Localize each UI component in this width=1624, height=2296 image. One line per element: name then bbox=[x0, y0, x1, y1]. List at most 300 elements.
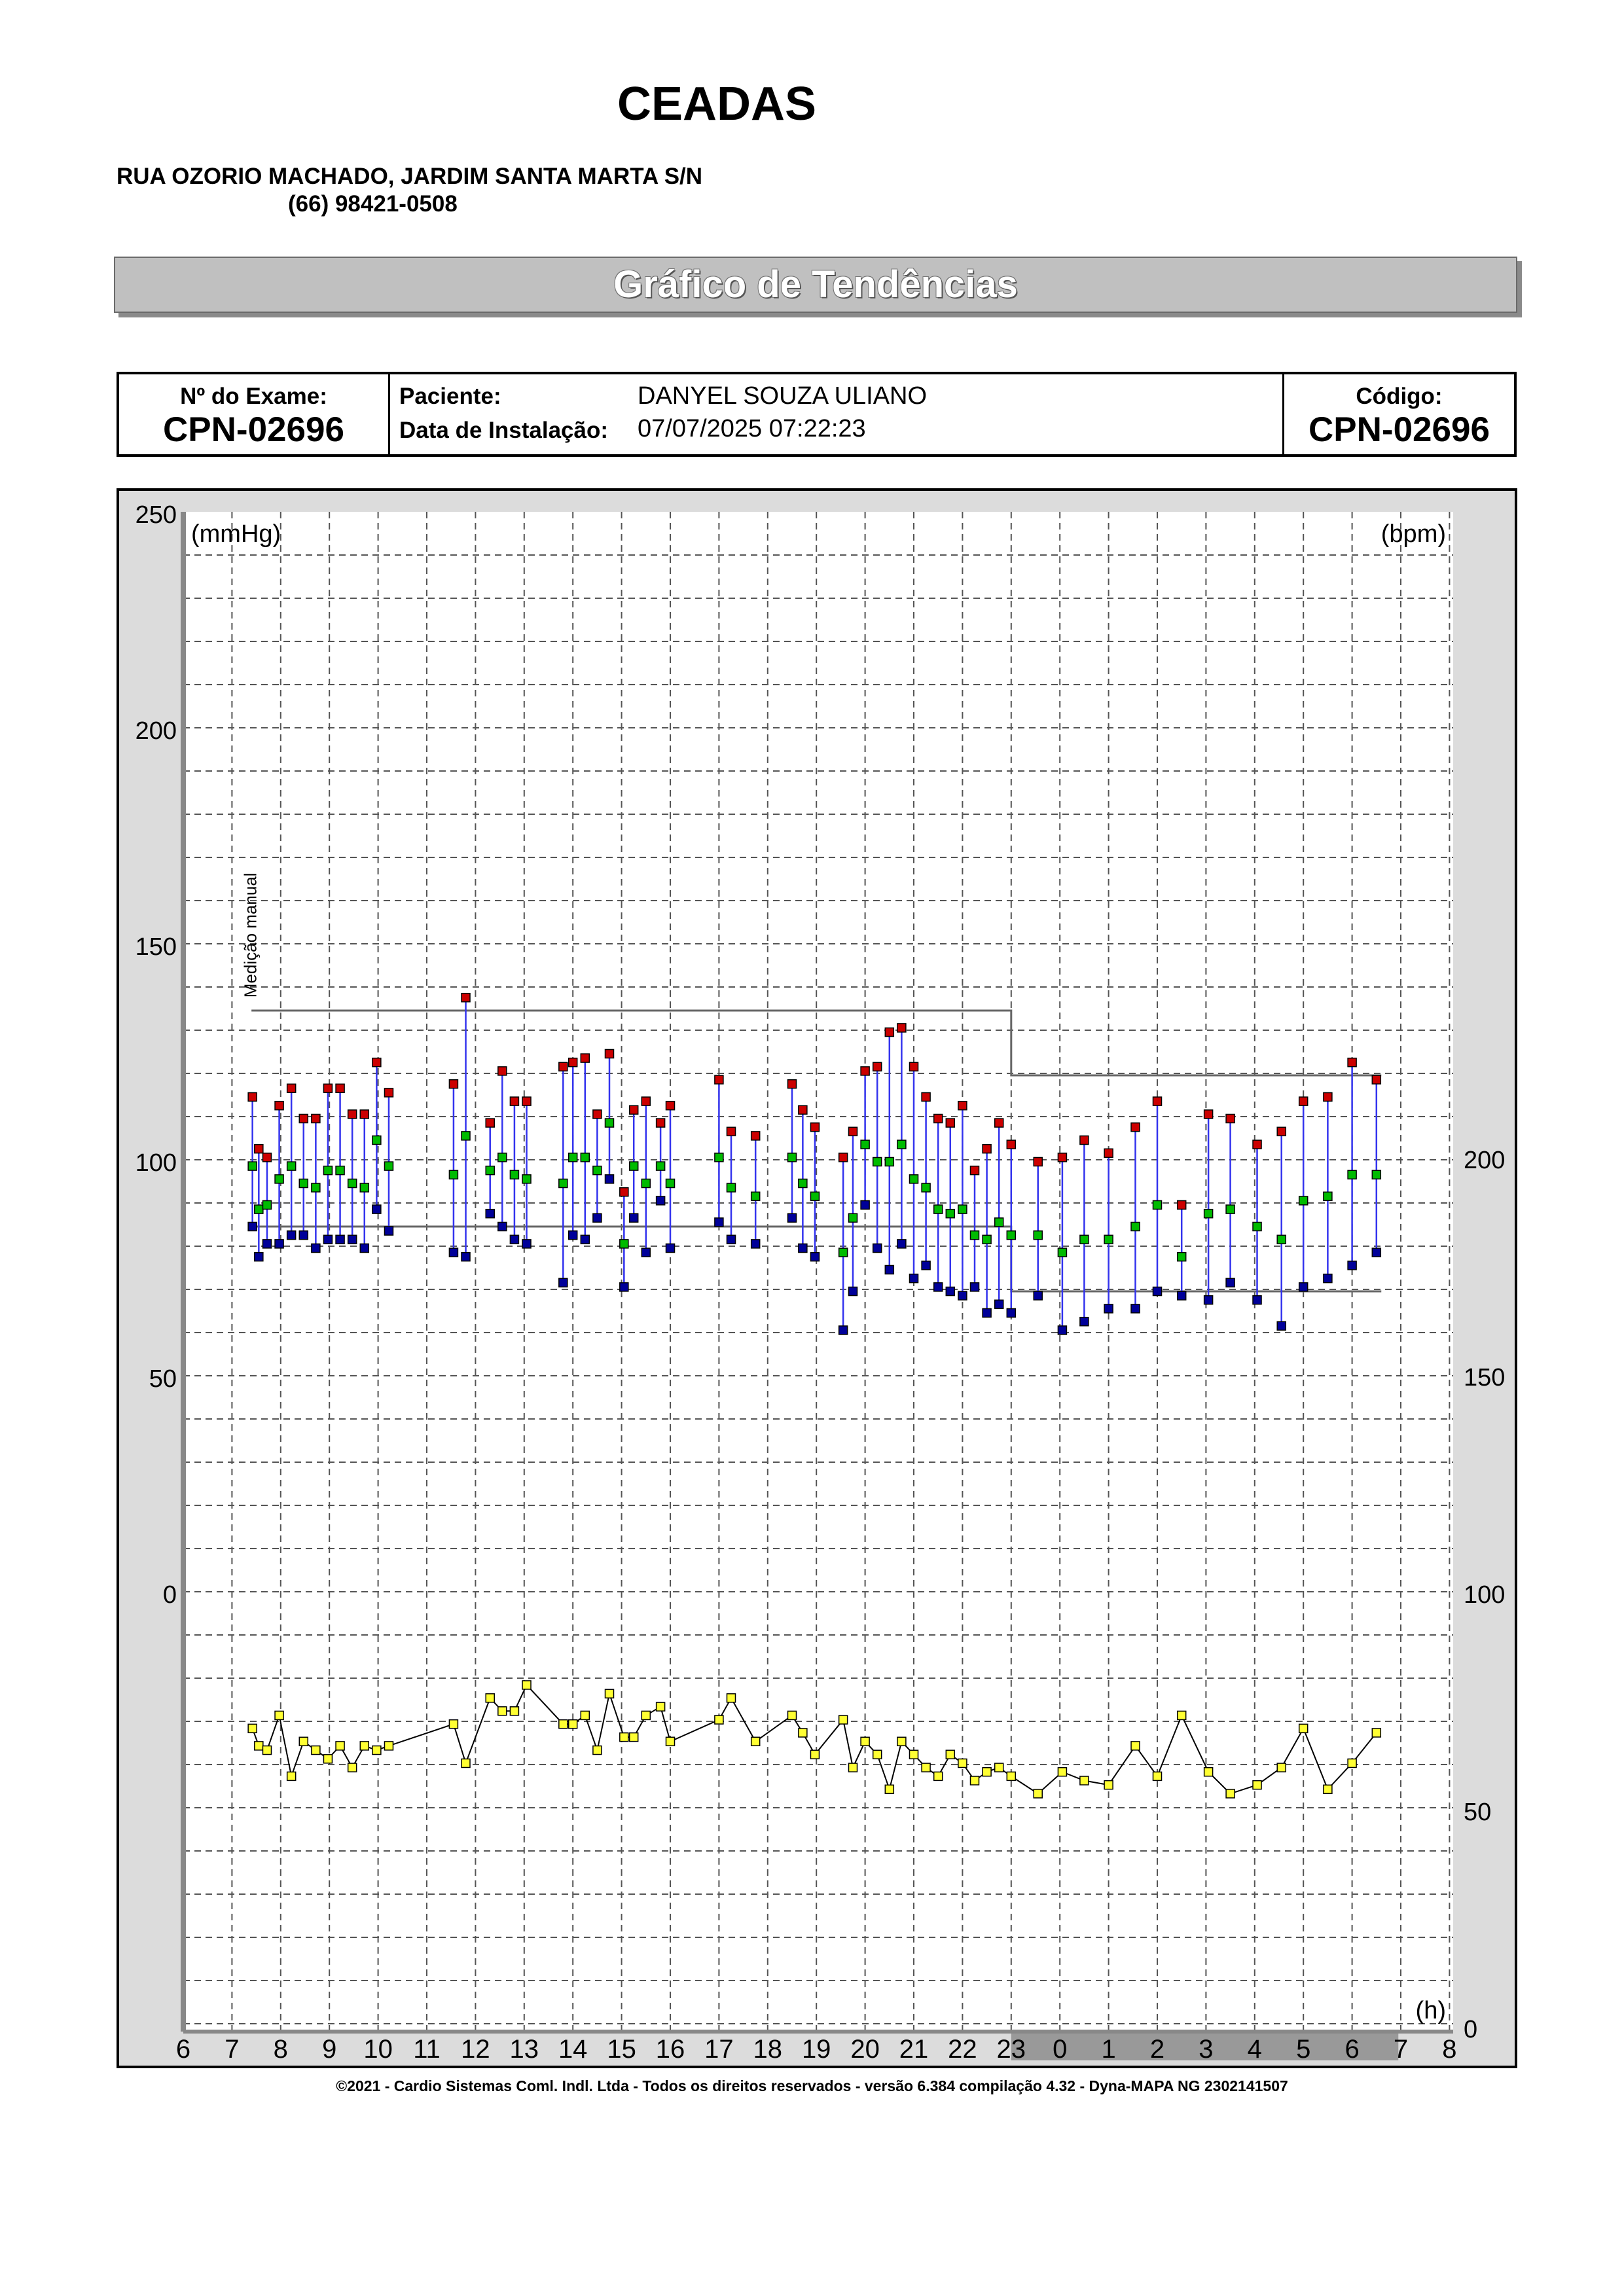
systolic-point bbox=[630, 1105, 638, 1114]
diastolic-point bbox=[1058, 1326, 1066, 1335]
diastolic-point bbox=[641, 1248, 650, 1257]
systolic-point bbox=[727, 1127, 736, 1136]
heart-rate-point bbox=[559, 1720, 568, 1729]
mean-point bbox=[569, 1153, 577, 1162]
systolic-point bbox=[372, 1058, 381, 1067]
systolic-point bbox=[1104, 1149, 1113, 1157]
diastolic-point bbox=[620, 1283, 628, 1291]
x-tick-label: 23 bbox=[996, 2035, 1026, 2064]
x-tick-label: 7 bbox=[1393, 2035, 1409, 2064]
mean-point bbox=[995, 1218, 1003, 1227]
x-tick-label: 0 bbox=[1053, 2035, 1068, 2064]
heart-rate-point bbox=[1007, 1772, 1015, 1780]
systolic-point bbox=[983, 1145, 991, 1153]
diastolic-point bbox=[569, 1231, 577, 1240]
exam-number-cell bbox=[119, 374, 390, 454]
systolic-point bbox=[1034, 1158, 1042, 1166]
heart-rate-point bbox=[1226, 1789, 1235, 1798]
diastolic-point bbox=[348, 1235, 357, 1244]
diastolic-point bbox=[275, 1240, 283, 1248]
heart-rate-point bbox=[971, 1776, 979, 1785]
heart-rate-point bbox=[751, 1737, 760, 1746]
install-date-label: Data de Instalação: bbox=[399, 418, 608, 443]
systolic-point bbox=[897, 1024, 906, 1032]
systolic-point bbox=[995, 1119, 1003, 1127]
mean-point bbox=[799, 1179, 807, 1188]
diastolic-point bbox=[666, 1244, 675, 1253]
systolic-point bbox=[946, 1119, 954, 1127]
x-tick-label: 8 bbox=[273, 2035, 288, 2064]
systolic-point bbox=[336, 1084, 344, 1092]
systolic-point bbox=[275, 1102, 283, 1110]
mean-point bbox=[971, 1231, 979, 1240]
systolic-point bbox=[1080, 1136, 1089, 1145]
report-title-banner bbox=[114, 257, 1517, 313]
mean-point bbox=[1034, 1231, 1042, 1240]
heart-rate-point bbox=[593, 1746, 602, 1755]
systolic-point bbox=[910, 1062, 918, 1071]
heart-rate-point bbox=[983, 1768, 991, 1776]
mean-point bbox=[1348, 1170, 1356, 1179]
mean-point bbox=[788, 1153, 797, 1162]
mean-point bbox=[372, 1136, 381, 1145]
mean-point bbox=[666, 1179, 675, 1188]
systolic-point bbox=[1226, 1115, 1235, 1123]
diastolic-point bbox=[1178, 1291, 1186, 1300]
mean-point bbox=[1253, 1223, 1261, 1231]
code-cell bbox=[1284, 374, 1514, 454]
x-tick-label: 5 bbox=[1296, 2035, 1311, 2064]
systolic-point bbox=[1007, 1140, 1015, 1149]
x-tick-label: 15 bbox=[607, 2035, 636, 2064]
diastolic-point bbox=[1080, 1318, 1089, 1326]
mean-point bbox=[910, 1175, 918, 1183]
mean-point bbox=[299, 1179, 308, 1188]
systolic-point bbox=[360, 1110, 369, 1119]
diastolic-point bbox=[958, 1291, 967, 1300]
diastolic-point bbox=[922, 1261, 930, 1270]
systolic-point bbox=[255, 1145, 263, 1153]
mean-point bbox=[1324, 1192, 1332, 1200]
systolic-point bbox=[620, 1188, 628, 1196]
systolic-point bbox=[849, 1127, 857, 1136]
heart-rate-point bbox=[1034, 1789, 1042, 1798]
systolic-point bbox=[861, 1067, 869, 1075]
x-tick-label: 14 bbox=[558, 2035, 588, 2064]
install-date: 07/07/2025 07:22:23 bbox=[638, 415, 866, 442]
left-axis-unit: (mmHg) bbox=[191, 520, 281, 548]
diastolic-point bbox=[810, 1253, 819, 1261]
mean-point bbox=[620, 1240, 628, 1248]
mean-point bbox=[1178, 1253, 1186, 1261]
systolic-point bbox=[958, 1102, 967, 1110]
mean-point bbox=[262, 1201, 271, 1210]
code-label: Código: bbox=[1356, 384, 1443, 409]
diastolic-point bbox=[1204, 1296, 1213, 1304]
diastolic-point bbox=[885, 1266, 893, 1274]
heart-rate-point bbox=[666, 1737, 675, 1746]
x-tick-label: 1 bbox=[1101, 2035, 1116, 2064]
heart-rate-point bbox=[605, 1689, 614, 1698]
mean-point bbox=[384, 1162, 393, 1170]
diastolic-point bbox=[1034, 1291, 1042, 1300]
diastolic-point bbox=[360, 1244, 369, 1253]
heart-rate-point bbox=[810, 1750, 819, 1759]
heart-rate-point bbox=[873, 1750, 882, 1759]
x-tick-label: 16 bbox=[655, 2035, 685, 2064]
systolic-point bbox=[299, 1115, 308, 1123]
diastolic-point bbox=[510, 1235, 518, 1244]
left-tick-label: 100 bbox=[135, 1149, 177, 1177]
mean-point bbox=[498, 1153, 507, 1162]
right-tick-label: 50 bbox=[1464, 1799, 1492, 1826]
x-tick-label: 3 bbox=[1199, 2035, 1214, 2064]
heart-rate-point bbox=[569, 1720, 577, 1729]
code-value: CPN-02696 bbox=[1308, 410, 1490, 449]
heart-rate-point bbox=[946, 1750, 954, 1759]
heart-rate-point bbox=[299, 1737, 308, 1746]
diastolic-point bbox=[1277, 1321, 1286, 1330]
diastolic-point bbox=[262, 1240, 271, 1248]
report-title: Gráfico de Tendências bbox=[613, 263, 1018, 306]
systolic-point bbox=[593, 1110, 602, 1119]
diastolic-point bbox=[751, 1240, 760, 1248]
heart-rate-point bbox=[727, 1694, 736, 1702]
mean-point bbox=[885, 1158, 893, 1166]
systolic-point bbox=[1178, 1201, 1186, 1210]
systolic-point bbox=[885, 1028, 893, 1037]
diastolic-point bbox=[384, 1227, 393, 1235]
mean-point bbox=[605, 1119, 614, 1127]
trend-chart-svg bbox=[119, 491, 1515, 2066]
systolic-point bbox=[873, 1062, 882, 1071]
diastolic-point bbox=[1226, 1278, 1235, 1287]
heart-rate-point bbox=[1253, 1781, 1261, 1789]
heart-rate-point bbox=[1348, 1759, 1356, 1767]
systolic-point bbox=[1204, 1110, 1213, 1119]
systolic-point bbox=[657, 1119, 665, 1127]
heart-rate-point bbox=[839, 1715, 848, 1724]
diastolic-point bbox=[593, 1213, 602, 1222]
diastolic-point bbox=[946, 1287, 954, 1296]
diastolic-point bbox=[934, 1283, 943, 1291]
systolic-point bbox=[510, 1097, 518, 1105]
mean-point bbox=[461, 1132, 470, 1140]
systolic-point bbox=[934, 1115, 943, 1123]
heart-rate-point bbox=[522, 1681, 531, 1689]
diastolic-point bbox=[1253, 1296, 1261, 1304]
mean-point bbox=[934, 1205, 943, 1213]
systolic-point bbox=[1277, 1127, 1286, 1136]
systolic-point bbox=[384, 1088, 393, 1097]
heart-rate-point bbox=[336, 1742, 344, 1750]
left-tick-label: 250 bbox=[135, 501, 177, 529]
diastolic-point bbox=[605, 1175, 614, 1183]
heart-rate-point bbox=[934, 1772, 943, 1780]
x-tick-label: 10 bbox=[363, 2035, 393, 2064]
systolic-point bbox=[1253, 1140, 1261, 1149]
right-tick-label: 200 bbox=[1464, 1147, 1506, 1174]
clinic-phone: (66) 98421-0508 bbox=[288, 191, 458, 217]
x-tick-label: 6 bbox=[1344, 2035, 1360, 2064]
systolic-point bbox=[839, 1153, 848, 1162]
mean-point bbox=[751, 1192, 760, 1200]
heart-rate-point bbox=[1080, 1776, 1089, 1785]
systolic-point bbox=[788, 1080, 797, 1088]
mean-point bbox=[593, 1166, 602, 1175]
systolic-point bbox=[262, 1153, 271, 1162]
heart-rate-point bbox=[1372, 1729, 1380, 1737]
heart-rate-point bbox=[1204, 1768, 1213, 1776]
mean-point bbox=[727, 1183, 736, 1192]
diastolic-point bbox=[255, 1253, 263, 1261]
heart-rate-point bbox=[1058, 1768, 1066, 1776]
mean-point bbox=[510, 1170, 518, 1179]
right-tick-label: 100 bbox=[1464, 1581, 1506, 1609]
systolic-point bbox=[1131, 1123, 1140, 1132]
mean-point bbox=[958, 1205, 967, 1213]
heart-rate-point bbox=[1153, 1772, 1162, 1780]
heart-rate-point bbox=[861, 1737, 869, 1746]
diastolic-point bbox=[498, 1223, 507, 1231]
mean-point bbox=[449, 1170, 458, 1179]
footer-copyright: ©2021 - Cardio Sistemas Coml. Indl. Ltda - Todos os direitos reservados - versão 6.384 compilação 4.32 - Dyna-MAPA NG 2302141507 bbox=[336, 2077, 1288, 2094]
mean-point bbox=[922, 1183, 930, 1192]
patient-label: Paciente: bbox=[399, 384, 501, 409]
x-tick-label: 7 bbox=[225, 2035, 240, 2064]
x-tick-label: 4 bbox=[1247, 2035, 1262, 2064]
systolic-point bbox=[569, 1058, 577, 1067]
mean-point bbox=[255, 1205, 263, 1213]
heart-rate-point bbox=[461, 1759, 470, 1767]
systolic-point bbox=[1153, 1097, 1162, 1105]
diastolic-point bbox=[799, 1244, 807, 1253]
mean-point bbox=[946, 1210, 954, 1218]
mean-point bbox=[1080, 1235, 1089, 1244]
heart-rate-point bbox=[287, 1772, 296, 1780]
mean-point bbox=[323, 1166, 332, 1175]
heart-rate-point bbox=[1299, 1724, 1308, 1732]
heart-rate-point bbox=[788, 1711, 797, 1719]
diastolic-point bbox=[1348, 1261, 1356, 1270]
diastolic-point bbox=[849, 1287, 857, 1296]
diastolic-point bbox=[1324, 1274, 1332, 1283]
heart-rate-point bbox=[360, 1742, 369, 1750]
heart-rate-point bbox=[449, 1720, 458, 1729]
diastolic-point bbox=[449, 1248, 458, 1257]
diastolic-point bbox=[1131, 1304, 1140, 1313]
heart-rate-point bbox=[897, 1737, 906, 1746]
mean-point bbox=[983, 1235, 991, 1244]
diastolic-point bbox=[861, 1201, 869, 1210]
systolic-point bbox=[486, 1119, 494, 1127]
systolic-point bbox=[1348, 1058, 1356, 1067]
diastolic-point bbox=[461, 1253, 470, 1261]
diastolic-point bbox=[248, 1223, 257, 1231]
mean-point bbox=[248, 1162, 257, 1170]
mean-point bbox=[348, 1179, 357, 1188]
diastolic-point bbox=[715, 1218, 723, 1227]
x-tick-label: 18 bbox=[753, 2035, 783, 2064]
diastolic-point bbox=[287, 1231, 296, 1240]
diastolic-point bbox=[1007, 1309, 1015, 1318]
heart-rate-point bbox=[1178, 1711, 1186, 1719]
systolic-point bbox=[1299, 1097, 1308, 1105]
diastolic-point bbox=[727, 1235, 736, 1244]
x-tick-label: 21 bbox=[899, 2035, 929, 2064]
exam-info-box bbox=[117, 372, 1517, 457]
heart-rate-point bbox=[630, 1733, 638, 1742]
mean-point bbox=[522, 1175, 531, 1183]
heart-rate-point bbox=[255, 1742, 263, 1750]
mean-point bbox=[1007, 1231, 1015, 1240]
mean-point bbox=[861, 1140, 869, 1149]
x-tick-label: 2 bbox=[1149, 2035, 1165, 2064]
heart-rate-point bbox=[885, 1785, 893, 1793]
mean-point bbox=[581, 1153, 589, 1162]
heart-rate-point bbox=[581, 1711, 589, 1719]
heart-rate-point bbox=[372, 1746, 381, 1755]
systolic-point bbox=[1058, 1153, 1066, 1162]
diastolic-point bbox=[559, 1278, 568, 1287]
diastolic-point bbox=[522, 1240, 531, 1248]
x-axis-unit: (h) bbox=[1415, 1997, 1446, 2024]
heart-rate-point bbox=[995, 1763, 1003, 1772]
left-tick-label: 200 bbox=[135, 717, 177, 745]
heart-rate-point bbox=[323, 1755, 332, 1763]
heart-rate-point bbox=[384, 1742, 393, 1750]
x-tick-label: 12 bbox=[461, 2035, 490, 2064]
diastolic-point bbox=[995, 1300, 1003, 1308]
systolic-point bbox=[799, 1105, 807, 1114]
diastolic-point bbox=[581, 1235, 589, 1244]
mean-point bbox=[641, 1179, 650, 1188]
mean-point bbox=[1131, 1223, 1140, 1231]
right-tick-label: 150 bbox=[1464, 1364, 1506, 1391]
heart-rate-point bbox=[275, 1711, 283, 1719]
systolic-point bbox=[461, 994, 470, 1002]
patient-name: DANYEL SOUZA ULIANO bbox=[638, 382, 928, 410]
clinic-address: RUA OZORIO MACHADO, JARDIM SANTA MARTA S/N bbox=[117, 164, 703, 189]
mean-point bbox=[1277, 1235, 1286, 1244]
diastolic-point bbox=[788, 1213, 797, 1222]
trend-chart bbox=[117, 488, 1517, 2068]
systolic-point bbox=[971, 1166, 979, 1175]
systolic-point bbox=[641, 1097, 650, 1105]
systolic-point bbox=[348, 1110, 357, 1119]
systolic-point bbox=[559, 1062, 568, 1071]
mean-point bbox=[810, 1192, 819, 1200]
diastolic-point bbox=[630, 1213, 638, 1222]
diastolic-point bbox=[486, 1210, 494, 1218]
systolic-point bbox=[449, 1080, 458, 1088]
heart-rate-point bbox=[799, 1729, 807, 1737]
x-tick-label: 19 bbox=[801, 2035, 831, 2064]
x-tick-label: 9 bbox=[322, 2035, 337, 2064]
mean-point bbox=[715, 1153, 723, 1162]
diastolic-point bbox=[372, 1205, 381, 1213]
mean-point bbox=[1372, 1170, 1380, 1179]
plot-area bbox=[183, 512, 1453, 2032]
right-axis-unit: (bpm) bbox=[1380, 520, 1446, 548]
systolic-point bbox=[666, 1102, 675, 1110]
manual-measurement-annotation: Medição manual bbox=[240, 872, 261, 998]
systolic-point bbox=[751, 1132, 760, 1140]
diastolic-point bbox=[299, 1231, 308, 1240]
diastolic-point bbox=[1153, 1287, 1162, 1296]
diastolic-point bbox=[323, 1235, 332, 1244]
systolic-point bbox=[810, 1123, 819, 1132]
systolic-point bbox=[1372, 1075, 1380, 1084]
mean-point bbox=[839, 1248, 848, 1257]
systolic-point bbox=[312, 1115, 320, 1123]
mean-point bbox=[1153, 1201, 1162, 1210]
diastolic-point bbox=[336, 1235, 344, 1244]
mean-point bbox=[897, 1140, 906, 1149]
diastolic-point bbox=[873, 1244, 882, 1253]
mean-point bbox=[1226, 1205, 1235, 1213]
heart-rate-point bbox=[248, 1724, 257, 1732]
right-tick-label: 0 bbox=[1464, 2016, 1478, 2043]
diastolic-point bbox=[971, 1283, 979, 1291]
diastolic-point bbox=[1372, 1248, 1380, 1257]
heart-rate-point bbox=[262, 1746, 271, 1755]
heart-rate-point bbox=[510, 1707, 518, 1715]
heart-rate-point bbox=[348, 1763, 357, 1772]
diastolic-point bbox=[983, 1309, 991, 1318]
diastolic-point bbox=[1104, 1304, 1113, 1313]
left-tick-label: 150 bbox=[135, 933, 177, 961]
mean-point bbox=[1299, 1196, 1308, 1205]
x-tick-label: 20 bbox=[850, 2035, 880, 2064]
heart-rate-point bbox=[498, 1707, 507, 1715]
heart-rate-point bbox=[657, 1702, 665, 1711]
heart-rate-point bbox=[910, 1750, 918, 1759]
systolic-point bbox=[248, 1093, 257, 1102]
systolic-point bbox=[715, 1075, 723, 1084]
x-tick-label: 6 bbox=[175, 2035, 191, 2064]
mean-point bbox=[312, 1183, 320, 1192]
heart-rate-point bbox=[958, 1759, 967, 1767]
heart-rate-point bbox=[922, 1763, 930, 1772]
systolic-point bbox=[498, 1067, 507, 1075]
patient-cell bbox=[390, 374, 1284, 454]
mean-point bbox=[873, 1158, 882, 1166]
systolic-point bbox=[581, 1054, 589, 1062]
mean-point bbox=[486, 1166, 494, 1175]
x-tick-label: 13 bbox=[509, 2035, 539, 2064]
systolic-point bbox=[323, 1084, 332, 1092]
mean-point bbox=[1204, 1210, 1213, 1218]
heart-rate-point bbox=[620, 1733, 628, 1742]
diastolic-point bbox=[312, 1244, 320, 1253]
heart-rate-point bbox=[1131, 1742, 1140, 1750]
left-tick-label: 50 bbox=[149, 1365, 177, 1393]
mean-point bbox=[275, 1175, 283, 1183]
heart-rate-point bbox=[1104, 1781, 1113, 1789]
heart-rate-point bbox=[312, 1746, 320, 1755]
mean-point bbox=[287, 1162, 296, 1170]
x-tick-label: 11 bbox=[413, 2035, 441, 2064]
diastolic-point bbox=[910, 1274, 918, 1283]
left-tick-label: 0 bbox=[162, 1581, 177, 1609]
mean-point bbox=[657, 1162, 665, 1170]
x-tick-label: 17 bbox=[704, 2035, 734, 2064]
systolic-point bbox=[522, 1097, 531, 1105]
x-tick-label: 8 bbox=[1442, 2035, 1457, 2064]
diastolic-point bbox=[897, 1240, 906, 1248]
systolic-point bbox=[287, 1084, 296, 1092]
